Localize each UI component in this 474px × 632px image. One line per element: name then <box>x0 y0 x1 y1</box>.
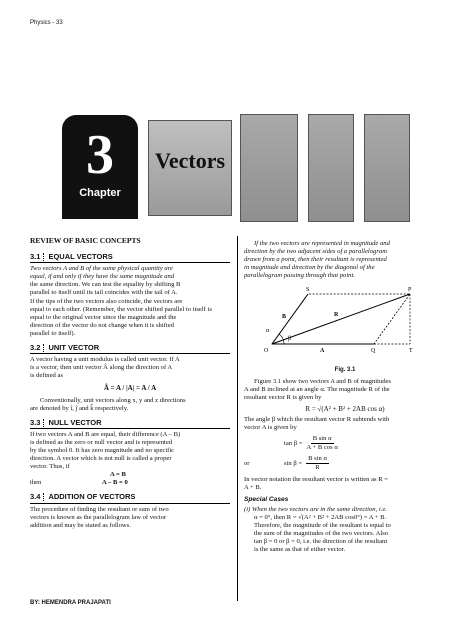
text-line: parallel to itself). <box>30 329 76 337</box>
text-line: are denoted by î, ĵ and k̂ respectively. <box>30 404 129 412</box>
section-3-1-heading <box>30 253 230 261</box>
chapter-title: Vectors <box>155 148 226 173</box>
text-line: parallel to itself until its tail coincides with the tail of A. <box>30 289 178 297</box>
section-number: 3.3 <box>30 417 41 427</box>
text-line: drawn from a point, then their resultant is represented <box>244 256 387 264</box>
chapter-word: Chapter <box>79 187 121 199</box>
fig-label-B: B <box>282 314 287 321</box>
text-line: equal to each other. (Remember, the vector shifted parallel to itself is <box>30 305 212 313</box>
tan-beta-equation <box>284 435 446 452</box>
fig-label-S: S <box>306 287 310 294</box>
section-title: ADDITION OF VECTORS <box>48 492 136 502</box>
text-line: tan β = 0 or β = 0, i.e. the direction of the resultant <box>254 538 388 546</box>
text-line: (i) When the two vectors are in the same direction, i.e. <box>244 505 387 513</box>
text-line: Two vectors A and B of the same physical quantity are <box>30 265 173 273</box>
text-line: If the two vectors are represented in magnitude and <box>254 240 390 247</box>
section-title: EQUAL VECTORS <box>48 252 113 262</box>
eq-lhs: tan β = <box>284 439 303 447</box>
section-3-2-heading <box>30 344 230 352</box>
section-3-1-text <box>30 265 230 338</box>
text-line: If two vectors A and B are equal, their difference (A – B) <box>30 430 181 438</box>
text-line: Figure 3.1 show two vectors A and B of magnitudes <box>254 377 391 385</box>
eq-denominator: A + B cos α <box>306 444 338 452</box>
fig-label-T: T <box>409 348 413 355</box>
eq-lhs: sin β = <box>284 459 303 467</box>
fig-label-O: O <box>264 348 269 355</box>
text-line: resultant vector R is given by <box>244 393 322 401</box>
section-3-4-heading <box>30 493 230 501</box>
text-line: In vector notation the resultant vector is written as R = <box>244 475 388 483</box>
text-line: direction. A vector which is not null is called a proper <box>30 455 172 463</box>
section-3-4-text <box>30 506 230 530</box>
text-line: vectors is known as the parallelogram law of vector <box>30 513 167 521</box>
text-line: addition and may be stated as follows. <box>30 521 131 529</box>
section-number: 3.2 <box>30 343 41 353</box>
figure-caption: Fig. 3.1 <box>334 367 356 374</box>
text-line: parallelogram passing through that point. <box>244 272 355 280</box>
text-line: vector A is given by <box>244 424 297 432</box>
text-line: A and B inclined at an angle α. The magnitude R of the <box>244 385 390 393</box>
fig-label-beta: β <box>288 336 292 343</box>
eq-denominator: R <box>315 464 320 472</box>
fig-label-R: R <box>334 312 339 319</box>
text-line: the same direction. We can test the equality by shifting B <box>30 281 181 289</box>
section-3-3-text <box>30 431 230 488</box>
fig-label-alpha: α <box>266 328 270 335</box>
text-line: A + B. <box>244 483 262 491</box>
chapter-number-box <box>62 115 138 219</box>
section-3-3-heading <box>30 419 230 427</box>
column-divider <box>237 236 238 601</box>
section-number: 3.4 <box>30 492 41 502</box>
text-line: is a vector, then unit vector Â along the direction of A <box>30 364 173 372</box>
section-number: 3.1 <box>30 252 41 262</box>
text-line: is the same as that of either vector. <box>254 546 346 554</box>
text-line: vector. Thus, if <box>30 463 70 471</box>
null-vector-equation-2: A – B = 0 <box>102 479 128 487</box>
or-label: or <box>244 459 250 467</box>
text-line: Therefore, the magnitude of the resultant is equal to <box>254 521 391 529</box>
null-vector-equation-1: A = B <box>110 471 126 479</box>
text-line: The angle β which the resultant vector R subtends with <box>244 415 390 423</box>
unit-vector-equation: Â = A / |A| = A / A <box>103 384 157 393</box>
right-column <box>244 240 446 554</box>
resultant-equation: R = √(A² + B² + 2AB cos α) <box>305 404 385 413</box>
text-line: direction of the vector do not change when it is shifted <box>30 321 174 329</box>
text-line: equal, if and only if they have the same magnitude and <box>30 273 175 281</box>
eq-numerator: B sin α <box>306 455 329 464</box>
section-title: NULL VECTOR <box>48 417 102 427</box>
fig-label-Q: Q <box>371 348 376 355</box>
text-line: is defined as the zero or null vector and is represented <box>30 438 173 446</box>
section-3-2-text <box>30 356 230 413</box>
text-line: α = 0°, then R = √(A² + B² + 2AB cos0°) = A + B. <box>254 513 387 521</box>
text-line: direction by the two adjacent sides of a parallelogram <box>244 248 387 256</box>
fig-label-A: A <box>320 348 325 355</box>
special-cases-heading: Special Cases <box>244 495 289 503</box>
parallelogram-figure <box>244 282 446 366</box>
review-heading: REVIEW OF BASIC CONCEPTS <box>30 236 141 245</box>
chapter-number: 3 <box>86 124 114 186</box>
footer-author: BY: HEMENDRA PRAJAPATI <box>30 600 111 606</box>
page-label: Physics - 33 <box>30 20 63 26</box>
fig-label-P: P <box>408 287 412 294</box>
text-line: equal to the original vector since the magnitude and the <box>30 313 177 321</box>
text-line: Conventionally, unit vectors along x, y and z directions <box>40 396 186 404</box>
text-line: If the tips of the two vectors also coincide, the vectors are <box>30 297 183 305</box>
section-title: UNIT VECTOR <box>48 343 100 353</box>
text-line: by the symbol 0. It has zero magnitude and no specific <box>30 446 175 454</box>
sin-beta-equation <box>244 455 446 472</box>
eq-numerator: B sin α <box>311 435 334 444</box>
text-line: in magnitude and direction by the diagonal of the <box>244 264 375 272</box>
text-line: A vector having a unit modulus is called unit vector. If A <box>30 356 180 364</box>
text-line: the sum of the magnitudes of the two vectors. Also <box>254 530 389 538</box>
text-line: The procedure of finding the resultant or sum of two <box>30 505 169 513</box>
then-label: then <box>30 479 42 487</box>
left-column <box>30 237 230 530</box>
text-line: is defined as <box>30 372 63 380</box>
